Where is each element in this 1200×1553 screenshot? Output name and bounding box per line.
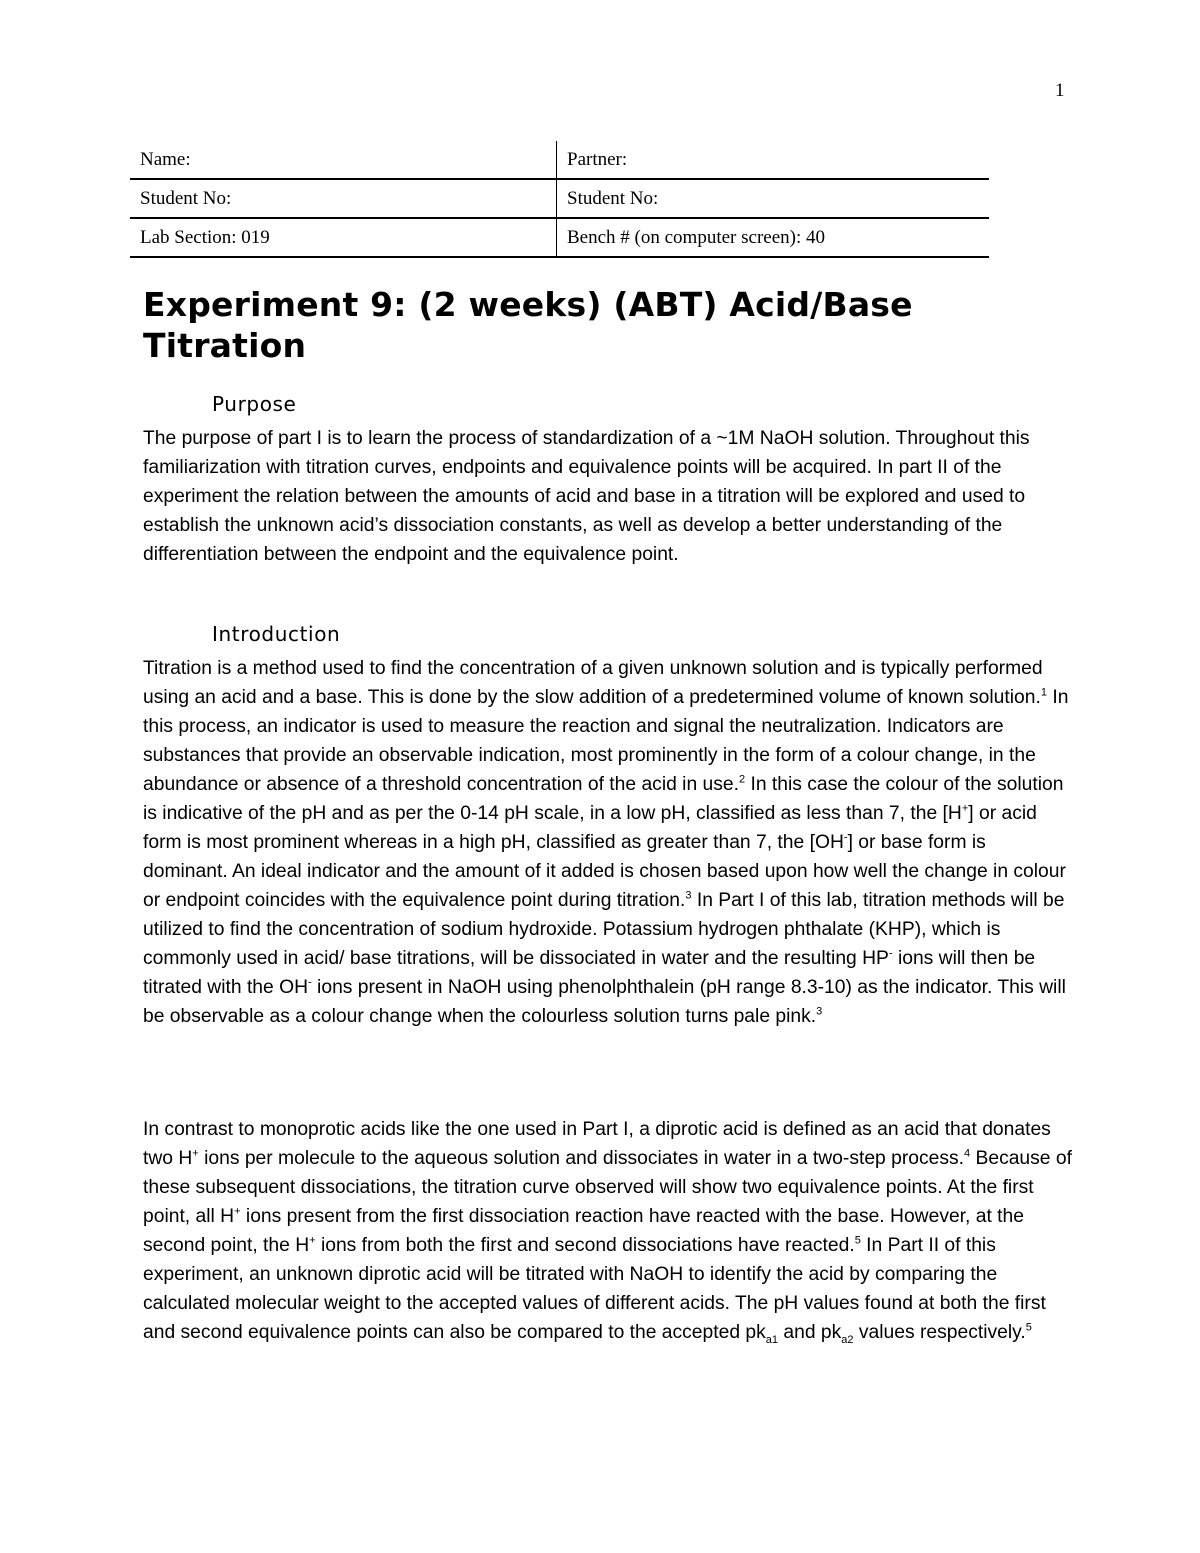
- student-no-cell: Student No:: [130, 179, 557, 218]
- text-run: ions present from the first dissociation reaction have reacted with the base. However, at the second point, the H: [143, 1206, 1024, 1256]
- reference-mark: 5: [854, 1234, 861, 1247]
- reference-mark: 1: [1040, 686, 1047, 699]
- text-run: In Part I of this lab, titration methods will be utilized to find the concentration of sodium hydroxide. Potassium hydrogen phthalate (KHP), which is commonly used in acid/ base titrations, will be dissociated in water and the resulting HP: [143, 890, 1065, 969]
- text-run: Titration is a method used to find the concentration of a given unknown solution and is typically performed using an acid and a base. This is done by the slow addition of a predetermined volume of known solution.: [143, 658, 1043, 708]
- introduction-heading: Introduction: [212, 622, 341, 646]
- table-row: [130, 218, 989, 257]
- reference-mark: 5: [1025, 1321, 1032, 1334]
- reference-mark: 4: [964, 1147, 971, 1160]
- document-title: Experiment 9: (2 weeks) (ABT) Acid/Base Titration: [143, 285, 913, 365]
- text-run: ions per molecule to the aqueous solution and dissociates in water in a two-step process.: [198, 1148, 964, 1169]
- partner-cell: Partner:: [557, 141, 990, 179]
- text-run: ions will then be titrated with the OH: [143, 948, 1036, 998]
- charge-superscript: -: [843, 831, 848, 844]
- text-run: values respectively.: [853, 1322, 1026, 1343]
- charge-superscript: +: [192, 1147, 199, 1160]
- introduction-paragraph-2: [143, 1115, 1073, 1347]
- text-run: Because of these subsequent dissociations, the titration curve observed will show two equivalence points. At the first point, all H: [143, 1148, 1072, 1227]
- name-cell: Name:: [130, 141, 557, 179]
- charge-superscript: +: [309, 1234, 316, 1247]
- text-run: ions from both the first and second dissociations have reacted.: [315, 1235, 855, 1256]
- purpose-heading: Purpose: [212, 392, 297, 416]
- bench-number-cell: Bench # (on computer screen): 40: [557, 218, 990, 257]
- charge-superscript: +: [961, 802, 969, 815]
- text-run: In this case the colour of the solution is indicative of the pH and as per the 0-14 pH scale, in a low pH, classified as less than 7, the [H: [143, 774, 1064, 824]
- subscript-a2: a2: [841, 1333, 854, 1346]
- student-info-table: [130, 141, 989, 258]
- table-row: [130, 179, 989, 218]
- charge-superscript: -: [308, 976, 312, 989]
- purpose-paragraph: The purpose of part I is to learn the process of standardization of a ~1M NaOH solution. Throughout this familiarization with titration curves, endpoints and equivalence points will be acquired. In part II of the experiment the relation between the amounts of acid and base in a titration will be explored and used to establish the unknown acid’s dissociation constants, as well as develop a better understanding of the differentiation between the endpoint and the equivalence point.: [143, 428, 1030, 565]
- page-number: 1: [1055, 80, 1065, 101]
- table-row: [130, 141, 989, 179]
- reference-mark: 2: [739, 773, 746, 786]
- lab-section-cell: Lab Section: 019: [130, 218, 557, 257]
- reference-mark: 3: [816, 1005, 823, 1018]
- subscript-a1: a1: [765, 1333, 779, 1346]
- charge-superscript: +: [234, 1205, 241, 1218]
- text-run: In contrast to monoprotic acids like the one used in Part I, a diprotic acid is defined as an acid that donates two H: [143, 1119, 1051, 1169]
- text-run: In this process, an indicator is used to measure the reaction and signal the neutralization. Indicators are substances that provide an observable indication, most prominently in the form of a colour change, in the abundance or absence of a threshold concentration of the acid in use.: [143, 687, 1069, 795]
- partner-student-no-cell: Student No:: [557, 179, 990, 218]
- charge-superscript: -: [888, 947, 893, 960]
- text-run: ] or base form is dominant. An ideal indicator and the amount of it added is chosen based upon how well the change in colour or endpoint coincides with the equivalence point during titration.: [143, 832, 1066, 911]
- text-run: In Part II of this experiment, an unknown diprotic acid will be titrated with NaOH to identify the acid by comparing the calculated molecular weight to the accepted values of different acids. The pH values found at both the first and second equivalence points can also be compared to the accepted pk: [143, 1235, 1046, 1343]
- text-run: ] or acid form is most prominent whereas in a high pH, classified as greater than 7, the [OH: [143, 803, 1037, 853]
- text-run: ions present in NaOH using phenolphthalein (pH range 8.3-10) as the indicator. This will be observable as a colour change when the colourless solution turns pale pink.: [143, 977, 1066, 1027]
- text-run: and pk: [778, 1322, 842, 1343]
- introduction-paragraph-1: [143, 654, 1073, 1031]
- reference-mark: 3: [685, 889, 692, 902]
